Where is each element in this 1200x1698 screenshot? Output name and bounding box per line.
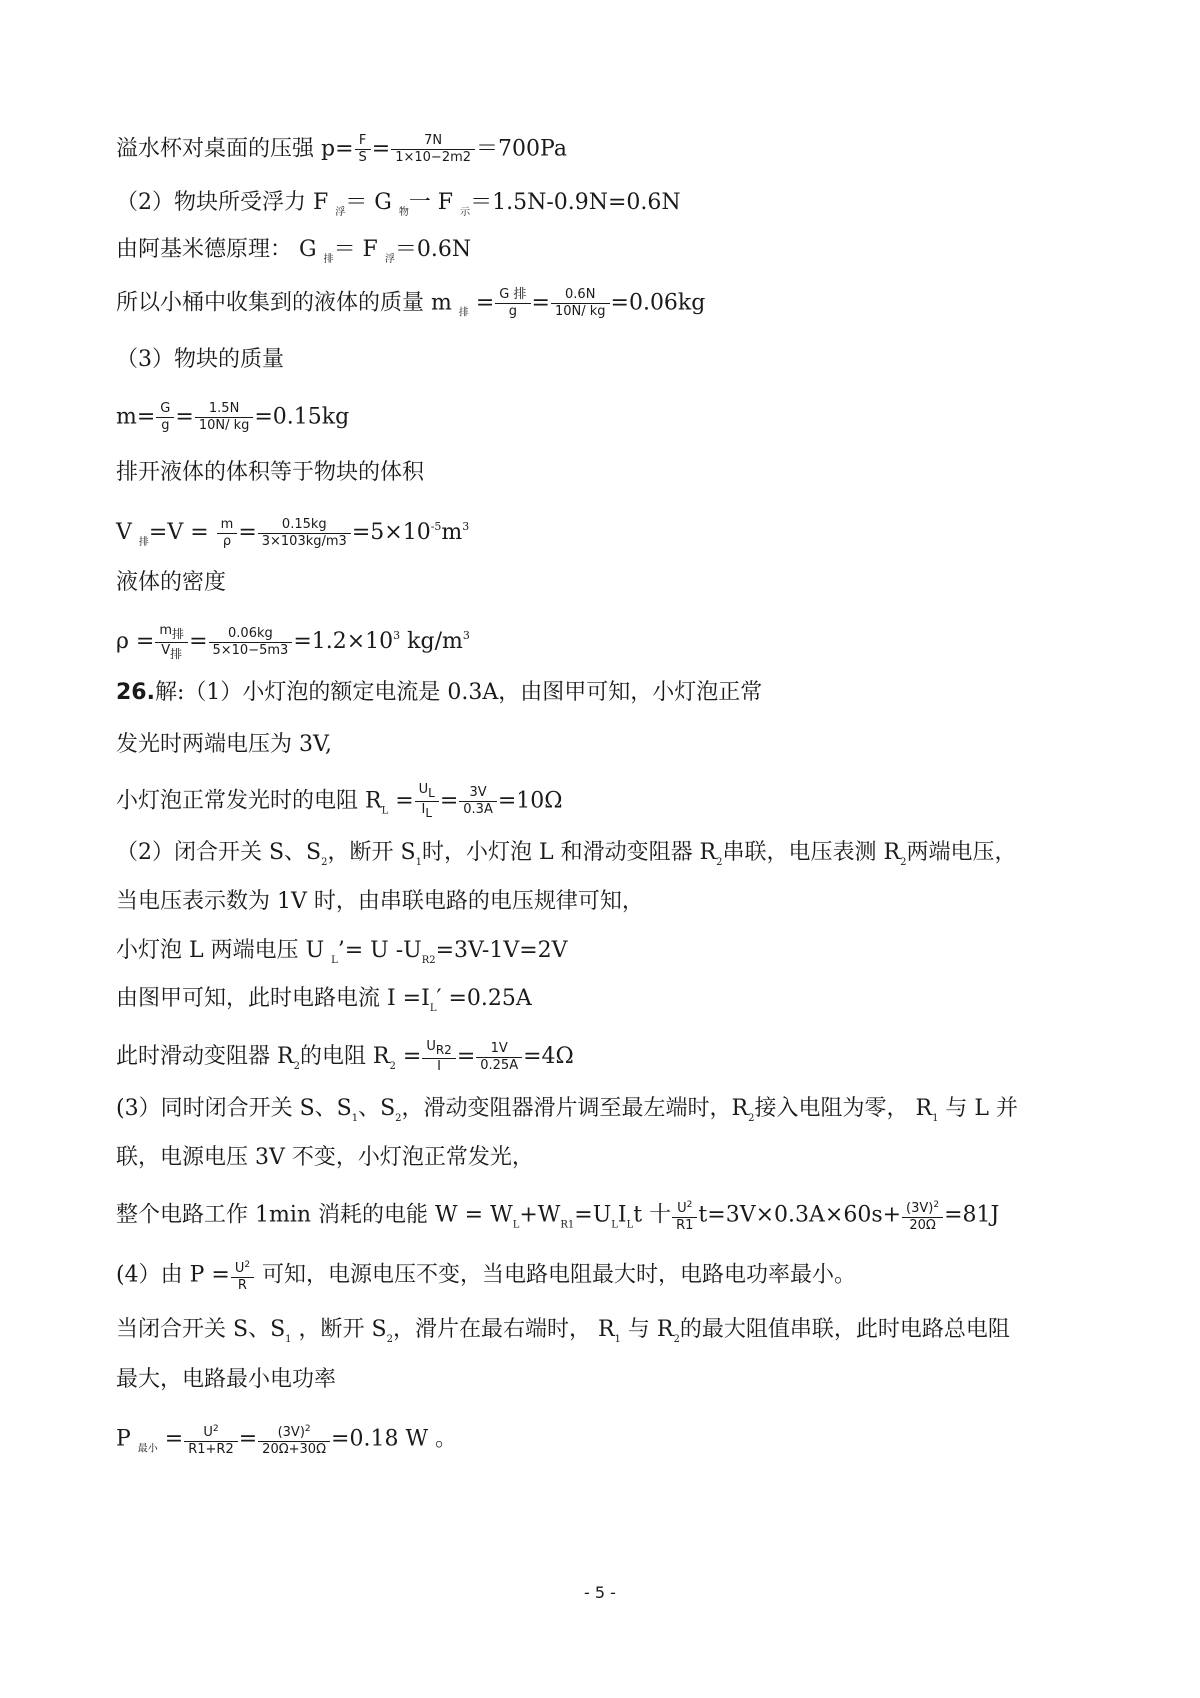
numerator: 0.6N [551, 287, 610, 304]
text: 发光时两端电压为 3V, [116, 732, 333, 757]
fraction [422, 1039, 456, 1075]
text: = [439, 788, 459, 814]
text: ＝ G [345, 190, 399, 215]
denominator: 10N/ kg [554, 304, 606, 319]
denominator: R1+R2 [188, 1442, 234, 1457]
subscript: 1 [351, 1113, 359, 1124]
text: 溢水杯对桌面的压强 p= [116, 136, 354, 162]
subscript: L [611, 1219, 618, 1231]
text-line [116, 512, 469, 558]
text-line [116, 133, 567, 166]
subscript: 浮 [335, 207, 346, 218]
numerator [231, 1257, 254, 1278]
text: =1.2×10 [293, 629, 394, 654]
subscript: L [626, 1219, 634, 1231]
subscript: 2 [900, 857, 907, 868]
text: 的最大阻值串联，此时电路总电阻 [679, 1317, 1010, 1342]
text: ρ = [116, 629, 155, 654]
text: 由阿基米德原理： G [116, 237, 324, 262]
text-line [116, 621, 470, 662]
subscript: R1 [560, 1219, 575, 1231]
text: 的电阻 R [299, 1044, 390, 1069]
text-line [116, 458, 424, 488]
subscript: 排 [172, 626, 185, 641]
text: (4）由 P = [116, 1262, 230, 1288]
subscript: 1 [285, 1334, 292, 1345]
denominator: 10N/ kg [198, 418, 250, 433]
text: （2）闭合开关 S、S [116, 840, 322, 865]
denominator: 20Ω+30Ω [262, 1442, 327, 1457]
numerator-text: (3V) [906, 1201, 934, 1216]
numerator [184, 1421, 238, 1442]
fraction [195, 401, 254, 434]
subscript: 排 [138, 537, 149, 548]
text: =V = [148, 520, 216, 545]
subscript: L [331, 955, 338, 966]
text: ＝700Pa [476, 136, 567, 162]
denominator: g [161, 418, 170, 433]
text: 时，小灯泡 L 和滑动变阻器 R [421, 840, 717, 865]
text: = [468, 290, 495, 316]
text: ’= U -U [337, 938, 422, 963]
denominator: 5×10−5m3 [212, 642, 289, 658]
text-line [116, 1365, 336, 1395]
text-line [116, 936, 568, 976]
numerator-text: U [426, 1039, 436, 1054]
text: =4Ω [523, 1044, 574, 1069]
text: (3）同时闭合开关 S、S [116, 1096, 352, 1121]
fraction [155, 623, 188, 662]
subscript: 2 [748, 1113, 755, 1124]
text-line [116, 730, 332, 760]
fraction [156, 401, 174, 434]
text: ，断开 S [291, 1317, 387, 1342]
subscript: 排 [323, 254, 334, 265]
subscript: R2 [421, 955, 436, 966]
subscript: 2 [395, 1113, 402, 1124]
text-line [116, 1039, 574, 1082]
numerator: 3V [459, 785, 497, 802]
text: = [395, 1044, 422, 1069]
text: 所以小桶中收集到的液体的质量 m [116, 290, 459, 316]
text: = [456, 1044, 476, 1069]
text: m= [116, 404, 156, 430]
fraction [476, 1041, 522, 1074]
fraction [459, 785, 497, 818]
numerator [415, 782, 439, 802]
numerator [155, 623, 188, 643]
denominator: 0.25A [480, 1057, 519, 1073]
subscript: 1 [932, 1113, 939, 1124]
subscript: L [428, 786, 435, 800]
subscript: 示 [460, 207, 471, 218]
text-line [116, 287, 705, 329]
subscript: 1 [614, 1334, 621, 1345]
text-line [116, 1257, 856, 1294]
subscript: 1 [415, 857, 422, 868]
numerator-text: U [203, 1425, 213, 1440]
numerator [258, 1421, 330, 1442]
text-line [116, 782, 563, 827]
text: t 十 [633, 1202, 672, 1228]
text-line [116, 838, 1016, 878]
superscript: 2 [686, 1200, 693, 1210]
fraction [209, 626, 293, 659]
text: =U [574, 1202, 612, 1228]
denominator-text: I [421, 802, 426, 817]
text: 由图甲可知，此时电路电流 I =I [116, 986, 430, 1011]
text-line [116, 1143, 534, 1173]
superscript: 3 [462, 629, 470, 642]
text: 最大，电路最小电功率 [116, 1367, 337, 1392]
numerator: 0.15kg [258, 517, 351, 534]
subscript: 2 [293, 1061, 300, 1072]
numerator-text: m [159, 622, 173, 638]
denominator: ρ [222, 533, 232, 549]
text: 此时滑动变阻器 R [116, 1044, 294, 1069]
text: （2）物块所受浮力 F [116, 190, 336, 215]
fraction [551, 287, 610, 320]
fraction [391, 133, 475, 166]
text: I [617, 1202, 627, 1228]
text: =0.15kg [254, 404, 350, 430]
text-line [116, 887, 644, 917]
numerator [422, 1039, 456, 1059]
numerator [672, 1197, 697, 1218]
text: =5×10 [351, 520, 431, 545]
fraction [217, 517, 238, 550]
text: 当电压表示数为 1V 时，由串联电路的电压规律可知， [116, 889, 644, 914]
text-line [116, 1094, 1018, 1134]
denominator: 3×103kg/m3 [261, 533, 347, 549]
fraction [415, 782, 439, 821]
text: P [116, 1426, 138, 1452]
text-line [116, 678, 762, 708]
text: = [238, 520, 257, 545]
text: =10Ω [497, 788, 563, 814]
numerator-text: U [677, 1201, 687, 1216]
denominator: I [437, 1059, 441, 1074]
text: = [189, 629, 208, 654]
text: =81J [944, 1202, 1000, 1228]
denominator: 1×10−2m2 [395, 150, 472, 165]
subscript: L [425, 806, 432, 820]
superscript: 2 [212, 1424, 219, 1434]
text: +W [519, 1202, 561, 1228]
subscript: 最小 [137, 1443, 158, 1455]
fraction [902, 1197, 943, 1234]
denominator: R1 [676, 1218, 694, 1233]
superscript: 3 [393, 629, 401, 642]
denominator: 0.3A [463, 802, 493, 817]
text: ＝0.6N [394, 237, 472, 262]
superscript: 2 [933, 1200, 940, 1210]
fraction [355, 133, 371, 166]
denominator [415, 802, 439, 821]
numerator: F [355, 133, 371, 150]
subscript: 浮 [384, 254, 395, 265]
subscript: L [381, 805, 389, 817]
subscript: 2 [389, 1061, 396, 1072]
text: 解:（1）小灯泡的额定电流是 0.3A，由图甲可知，小灯泡正常 [154, 680, 763, 705]
numerator: 7N [391, 133, 475, 150]
subscript: L [429, 1003, 437, 1014]
fraction [258, 517, 351, 550]
text-line [116, 568, 226, 598]
text: ＝1.5N-0.9N=0.6N [470, 190, 681, 215]
text: （3）物块的质量 [116, 347, 284, 372]
subscript: 排 [458, 307, 469, 319]
denominator: R [237, 1278, 247, 1293]
superscript: 3 [462, 520, 470, 533]
text-line [116, 1421, 457, 1465]
text-line [116, 235, 471, 275]
denominator-text: V [161, 642, 171, 658]
text: 两端电压， [906, 840, 1017, 865]
text: 一 F [408, 190, 461, 215]
text: kg/m [400, 629, 463, 654]
text: =3V-1V=2V [435, 938, 568, 963]
subscript: L [512, 1219, 520, 1231]
text: V [116, 520, 139, 545]
text: ′ =0.25A [436, 986, 532, 1011]
text-line [116, 401, 349, 434]
numerator: 1V [476, 1041, 522, 1058]
text: =0.06kg [610, 290, 706, 316]
fraction [184, 1421, 238, 1458]
text: = [175, 404, 194, 430]
subscript: 2 [386, 1334, 393, 1345]
text-line [116, 1315, 1010, 1355]
fraction [231, 1257, 254, 1294]
text: 联，电源电压 3V 不变，小灯泡正常发光， [116, 1145, 534, 1170]
page-number: - 5 - [584, 1583, 616, 1602]
text: ，断开 S [327, 840, 416, 865]
text: = [371, 136, 391, 162]
text: =0.18 W 。 [331, 1426, 458, 1452]
fraction [672, 1197, 697, 1234]
text: = [157, 1426, 184, 1452]
text: = [238, 1426, 258, 1452]
subscript: 2 [716, 857, 723, 868]
numerator: 0.06kg [209, 626, 293, 643]
text: = [388, 788, 414, 814]
text: ＝ F [333, 237, 385, 262]
text: 接入电阻为零， R [754, 1096, 933, 1121]
text-line [116, 1197, 999, 1241]
superscript: 2 [304, 1424, 311, 1434]
subscript: 2 [321, 857, 328, 868]
text: m [441, 520, 463, 545]
text: 串联，电压表测 R [722, 840, 901, 865]
text-line [116, 188, 681, 228]
numerator: m [217, 517, 238, 534]
question-number: 26. [116, 680, 155, 705]
subscript: 物 [398, 207, 409, 218]
text: = [531, 290, 550, 316]
text: 与 L 并 [938, 1096, 1019, 1121]
text: t=3V×0.3A×60s+ [698, 1202, 902, 1228]
denominator [155, 643, 188, 662]
text: ，滑片在最右端时， R [392, 1317, 615, 1342]
numerator: G 排 [495, 287, 530, 304]
text: 整个电路工作 1min 消耗的电能 W = W [116, 1202, 513, 1228]
numerator-text: U [234, 1261, 245, 1276]
numerator-text: U [418, 782, 429, 797]
numerator [902, 1197, 943, 1218]
text: 当闭合开关 S、S [116, 1317, 286, 1342]
superscript: 2 [244, 1260, 251, 1270]
fraction [258, 1421, 330, 1458]
denominator: S [358, 150, 367, 165]
text: 小灯泡正常发光时的电阻 R [116, 788, 382, 814]
text: 、S [358, 1096, 396, 1121]
superscript: -5 [430, 520, 442, 533]
text: ，滑动变阻器滑片调至最左端时，R [401, 1096, 749, 1121]
numerator: 1.5N [195, 401, 254, 418]
text: 排开液体的体积等于物块的体积 [116, 460, 425, 485]
text: 与 R [620, 1317, 674, 1342]
numerator-text: (3V) [277, 1425, 305, 1440]
subscript: 2 [673, 1334, 680, 1345]
text-line [116, 984, 532, 1024]
numerator: G [156, 401, 174, 418]
denominator: g [508, 304, 518, 319]
text: 小灯泡 L 两端电压 U [116, 938, 332, 963]
text: 液体的密度 [116, 570, 227, 595]
subscript: R2 [435, 1043, 452, 1057]
denominator: 20Ω [909, 1218, 936, 1233]
fraction [495, 287, 530, 320]
subscript: 排 [170, 646, 183, 661]
text-line [116, 345, 284, 375]
text: 可知，电源电压不变，当电路电阻最大时，电路电功率最小。 [255, 1262, 857, 1288]
